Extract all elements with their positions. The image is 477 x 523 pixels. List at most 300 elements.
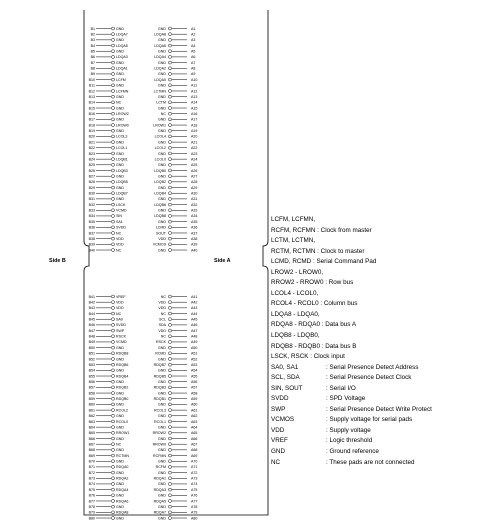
pin-number: B54 (88, 368, 95, 373)
legend-description: : Row bus (323, 279, 354, 287)
pin-number: B22 (88, 146, 95, 151)
pad-marker (112, 465, 115, 468)
pad-marker (112, 89, 115, 92)
pin-signal: GND (116, 504, 124, 509)
pin-signal: VCMD (116, 340, 127, 345)
pad-marker (112, 180, 115, 183)
pin-number: B55 (88, 374, 95, 379)
pin-number: A48 (191, 334, 198, 339)
pin-number: B76 (88, 493, 95, 498)
pad-marker (112, 33, 115, 36)
pad-marker (169, 323, 172, 326)
pin-number: B40 (88, 248, 95, 253)
pad-marker (169, 511, 172, 514)
pin-signal: GND (158, 83, 166, 88)
pad-marker (169, 414, 172, 417)
pin-number: B39 (88, 242, 95, 247)
pad-marker (112, 72, 115, 75)
pad-marker (169, 306, 172, 309)
pin-signal: RDQB7 (153, 362, 166, 367)
pin-signal: GND (116, 72, 124, 77)
pad-marker (112, 312, 115, 315)
pin-number: A47 (191, 328, 198, 333)
legend-term: LCFM, LCFMN, (271, 216, 316, 223)
legend-row (271, 320, 477, 331)
legend-row (271, 247, 477, 258)
pin-signal: GND (158, 219, 166, 224)
pad-marker (112, 482, 115, 485)
pin-signal: LDQA4 (154, 55, 166, 60)
pin-signal: GND (116, 470, 124, 475)
pad-marker (169, 318, 172, 321)
pin-number: A39 (191, 242, 198, 247)
pin-number: B80 (88, 516, 95, 521)
pin-number: B33 (88, 208, 95, 213)
legend-term: SWP (271, 405, 286, 413)
pin-signal: GND (116, 174, 124, 179)
pad-marker (112, 84, 115, 87)
pin-signal: NC (160, 334, 166, 339)
pin-number: A74 (191, 482, 198, 487)
pin-signal: RDQA1 (153, 476, 166, 481)
pin-number: B30 (88, 191, 95, 196)
pin-number: A40 (191, 248, 198, 253)
pin-number: A26 (191, 168, 198, 173)
pin-signal: LDQB4 (154, 191, 166, 196)
pad-marker (112, 494, 115, 497)
side-b-pins (89, 27, 130, 521)
pin-signal: RDQB1 (153, 397, 166, 402)
pad-marker (112, 67, 115, 70)
pin-number: A44 (191, 311, 198, 316)
pin-number: A46 (191, 323, 198, 328)
pin-signal: RDQB2 (116, 385, 129, 390)
pin-signal: GND (116, 49, 124, 54)
legend-term: LCMD, RCMD (271, 258, 312, 266)
pin-signal: LDQB6 (154, 202, 166, 207)
pin-number: B48 (88, 334, 95, 339)
pad-marker (112, 61, 115, 64)
pin-signal: RDQA7 (153, 510, 166, 515)
pin-signal: NC (116, 231, 122, 236)
pin-signal: GND (116, 448, 124, 453)
pin-number: B5 (90, 49, 95, 54)
pad-marker (112, 146, 115, 149)
side-a-pins (153, 27, 198, 521)
pin-number: B15 (88, 106, 95, 111)
legend-row (271, 373, 477, 384)
legend-row (271, 215, 477, 226)
pin-number: B38 (88, 236, 95, 241)
legend-term: LDQB8 - LDQB0, (271, 332, 320, 340)
pin-signal: RDQB8 (116, 351, 129, 356)
pad-marker (169, 141, 172, 144)
legend-row (271, 226, 477, 237)
pin-number: B21 (88, 140, 95, 145)
pad-marker (112, 369, 115, 372)
pin-number: A66 (191, 436, 198, 441)
pad-marker (169, 243, 172, 246)
legend-row (271, 458, 477, 469)
pad-marker (169, 375, 172, 378)
pad-marker (112, 409, 115, 412)
pad-marker (169, 44, 172, 47)
pin-number: B46 (88, 323, 95, 328)
pin-signal: VCMD (116, 208, 127, 213)
pin-signal: RDQA2 (116, 476, 129, 481)
pad-marker (112, 477, 115, 480)
pad-marker (169, 454, 172, 457)
legend-term: NC (271, 458, 281, 466)
pad-marker (112, 295, 115, 298)
pin-number: B13 (88, 94, 95, 99)
pad-marker (169, 152, 172, 155)
legend-row (271, 299, 477, 310)
pad-marker (169, 420, 172, 423)
pin-signal: SWP (116, 328, 125, 333)
pad-marker (112, 78, 115, 81)
pad-marker (169, 158, 172, 161)
pad-marker (169, 329, 172, 332)
pin-signal: GND (158, 448, 166, 453)
pin-signal: RDQA0 (116, 465, 129, 470)
pad-marker (112, 175, 115, 178)
pad-marker (169, 301, 172, 304)
pin-number: A38 (191, 236, 198, 241)
pad-marker (112, 192, 115, 195)
legend-description: : Serial Presence Detect Write Protect (326, 405, 432, 413)
pin-number: B44 (88, 311, 95, 316)
pin-number: A5 (191, 49, 196, 54)
pin-signal: RDQA4 (116, 487, 129, 492)
legend-row (271, 278, 477, 289)
pad-marker (112, 118, 115, 121)
legend-term: GND (271, 448, 285, 456)
pin-signal: RROW0 (152, 442, 166, 447)
pad-marker (169, 112, 172, 115)
pin-signal: NC (116, 311, 122, 316)
pin-signal: LDQA6 (154, 43, 166, 48)
pin-number: A65 (191, 431, 198, 436)
pin-signal: GND (116, 197, 124, 202)
legend-description: : SPD Voltage (326, 395, 366, 403)
pin-signal: GND (116, 391, 124, 396)
pad-marker (169, 380, 172, 383)
pin-signal: NC (116, 442, 122, 447)
legend-description: : Column bus (318, 300, 358, 308)
pin-number: A62 (191, 414, 198, 419)
pad-marker (112, 203, 115, 206)
pin-signal: GND (116, 38, 124, 43)
pin-number: A43 (191, 306, 198, 311)
pad-marker (169, 335, 172, 338)
pin-number: B8 (90, 66, 95, 71)
pad-marker (112, 135, 115, 138)
pin-number: B23 (88, 151, 95, 156)
pad-marker (169, 175, 172, 178)
pin-number: B65 (88, 431, 95, 436)
pin-number: B53 (88, 362, 95, 367)
pin-number: A11 (191, 83, 198, 88)
pad-marker (169, 220, 172, 223)
legend-term: LCTM, LCTMN, (271, 237, 316, 245)
pin-signal: GND (158, 380, 166, 384)
legend-row (271, 352, 477, 363)
pin-number: A8 (191, 66, 196, 71)
pin-signal: SOUT (156, 231, 166, 236)
pin-signal: SA0 (116, 317, 123, 322)
pin-signal: GND (158, 402, 166, 407)
pin-number: B26 (88, 168, 95, 173)
legend-term: LCOL4 - LCOL0, (271, 289, 319, 297)
pin-number: B51 (88, 351, 95, 356)
pin-signal: LDQB8 (154, 214, 166, 219)
pin-signal: LDQB7 (116, 191, 128, 196)
pin-number: A16 (191, 112, 198, 116)
pad-marker (112, 249, 115, 252)
legend-description: : Ground reference (326, 448, 379, 456)
pad-marker (112, 323, 115, 326)
pad-marker (169, 426, 172, 429)
pad-marker (112, 301, 115, 304)
pad-marker (112, 197, 115, 200)
pin-number: B49 (88, 340, 95, 345)
pad-marker (112, 426, 115, 429)
pad-marker (112, 397, 115, 400)
pad-marker (169, 488, 172, 491)
pin-signal: GND (158, 504, 166, 509)
legend-term: SVDD (271, 395, 289, 403)
pad-marker (169, 84, 172, 87)
pin-signal: LCTMN (153, 89, 166, 94)
pin-number: A17 (191, 117, 198, 122)
pin-signal: GND (158, 470, 166, 475)
legend-term: SCL, SDA (271, 374, 300, 382)
legend-description: : Serial Presence Detect Address (326, 363, 419, 371)
legend-description: : Clock input (308, 353, 345, 361)
pin-signal: GND (116, 402, 124, 407)
pin-number: A13 (191, 94, 198, 99)
pad-marker (112, 163, 115, 166)
pin-number: A31 (191, 197, 198, 202)
legend-row (271, 447, 477, 458)
pin-signal: RCOL0 (116, 419, 128, 424)
pad-marker (112, 499, 115, 502)
pin-signal: GND (116, 26, 124, 31)
pin-signal: GND (158, 248, 166, 253)
legend-row (271, 331, 477, 342)
pad-marker (112, 55, 115, 58)
pin-signal: GND (116, 482, 124, 487)
pad-marker (169, 55, 172, 58)
legend-term: RDQA8 - RDQA0 (271, 321, 320, 329)
legend-row (271, 257, 477, 268)
pin-number: B41 (88, 294, 95, 299)
pad-marker (169, 163, 172, 166)
pin-number: B10 (88, 77, 95, 82)
pin-number: A29 (191, 185, 198, 190)
pin-signal: VDD (158, 328, 166, 333)
pin-signal: GND (158, 72, 166, 77)
pin-signal: LCFMN (116, 89, 129, 94)
pin-number: A4 (191, 43, 196, 48)
pin-signal: RROW2 (152, 431, 166, 436)
pin-signal: LROW0 (116, 123, 129, 128)
pad-marker (112, 488, 115, 491)
pad-marker (169, 403, 172, 406)
pin-signal: LCOL2 (154, 146, 166, 151)
pin-number: A61 (191, 408, 198, 413)
pad-marker (112, 44, 115, 47)
pin-number: B27 (88, 174, 95, 179)
pin-signal: VREF (116, 294, 126, 299)
pin-number: B66 (88, 436, 95, 441)
pad-marker (112, 306, 115, 309)
pin-signal: LCOL0 (154, 157, 166, 162)
pin-number: A32 (191, 202, 198, 207)
pin-number: A28 (191, 180, 198, 185)
pin-signal: GND (158, 208, 166, 213)
pad-marker (112, 517, 115, 520)
pin-signal: VCMOS (152, 242, 166, 247)
pad-marker (112, 95, 115, 98)
legend-term: VCMOS (271, 416, 295, 424)
pin-signal: LDQA8 (154, 32, 166, 37)
pin-signal: GND (116, 516, 124, 521)
pin-number: B57 (88, 385, 95, 390)
legend-row (271, 436, 477, 447)
pin-signal: GND (116, 425, 124, 430)
pad-marker (169, 203, 172, 206)
pin-signal: NC (160, 311, 166, 316)
pin-number: B19 (88, 129, 95, 134)
pin-number: A68 (191, 448, 198, 453)
pad-marker (112, 375, 115, 378)
pin-number: A3 (191, 38, 196, 43)
pad-marker (169, 431, 172, 434)
pad-marker (169, 67, 172, 70)
pin-signal: SA1 (116, 219, 123, 224)
legend-term: LROW2 - LROW0, (271, 268, 324, 276)
pin-number: B12 (88, 89, 95, 94)
pin-number: A56 (191, 380, 198, 384)
pin-number: B71 (88, 465, 95, 470)
pin-number: A51 (191, 351, 198, 356)
pin-signal: GND (158, 414, 166, 419)
pin-signal: LDQA5 (116, 43, 128, 48)
pin-signal: LDQB3 (116, 168, 128, 173)
pin-number: A53 (191, 362, 198, 367)
pin-number: A33 (191, 208, 198, 213)
pad-marker (112, 141, 115, 144)
pad-marker (169, 363, 172, 366)
legend-description: : Serial Presence Detect Clock (326, 374, 412, 382)
pin-number: B58 (88, 391, 95, 396)
pin-signal: RDQB3 (153, 385, 166, 390)
pin-signal: RDQB0 (116, 397, 129, 402)
legend-row (271, 342, 477, 353)
pin-number: B67 (88, 442, 95, 447)
pin-signal: GND (116, 129, 124, 134)
pad-marker (169, 118, 172, 121)
pin-number: B52 (88, 357, 95, 362)
pin-number: A69 (191, 453, 198, 458)
legend-row (271, 363, 477, 374)
pad-marker (112, 124, 115, 127)
pin-number: B25 (88, 163, 95, 168)
pin-signal: GND (158, 174, 166, 179)
pin-number: A1 (191, 26, 196, 31)
pin-number: A21 (191, 140, 198, 145)
pin-signal: GND (158, 425, 166, 430)
pin-signal: GND (158, 163, 166, 168)
pad-marker (169, 482, 172, 485)
legend-description: : Supply voltage for serial pads (326, 416, 413, 424)
pad-marker (169, 386, 172, 389)
pin-number: B62 (88, 414, 95, 419)
pad-marker (112, 107, 115, 110)
pin-number: A72 (191, 470, 198, 475)
pad-marker (169, 101, 172, 104)
pad-marker (112, 443, 115, 446)
pin-number: A24 (191, 157, 198, 162)
signal-legend (271, 215, 477, 468)
pin-number: B72 (88, 470, 95, 475)
pin-number: B45 (88, 317, 95, 322)
pin-signal: GND (158, 391, 166, 396)
pin-signal: GND (158, 49, 166, 54)
pad-marker (112, 431, 115, 434)
legend-term: VREF (271, 437, 288, 445)
pad-marker (112, 27, 115, 30)
pin-signal: LDQA7 (116, 32, 128, 37)
pad-marker (112, 214, 115, 217)
pad-marker (169, 135, 172, 138)
pin-signal: SIN (116, 214, 122, 219)
pin-number: B74 (88, 482, 95, 487)
pad-marker (112, 352, 115, 355)
legend-row (271, 268, 477, 279)
pin-signal: SDA (158, 323, 166, 328)
pad-marker (112, 437, 115, 440)
pin-signal: RDQB4 (116, 374, 129, 379)
pin-number: B59 (88, 397, 95, 402)
legend-term: RCOL4 - RCOL0 (271, 300, 319, 308)
pad-marker (169, 357, 172, 360)
pad-marker (169, 499, 172, 502)
pin-signal: GND (158, 38, 166, 43)
pin-signal: GND (158, 436, 166, 441)
legend-row (271, 394, 477, 405)
pad-marker (169, 50, 172, 53)
pin-number: A73 (191, 476, 198, 481)
pin-signal: GND (158, 94, 166, 99)
pin-number: B61 (88, 408, 95, 413)
pin-signal: GND (116, 185, 124, 190)
pin-number: B31 (88, 197, 95, 202)
pad-marker (112, 505, 115, 508)
pad-marker (169, 78, 172, 81)
pin-signal: LCFM (116, 77, 126, 82)
pad-marker (112, 392, 115, 395)
pin-number: A54 (191, 368, 198, 373)
pad-marker (169, 397, 172, 400)
pin-number: A79 (191, 510, 198, 515)
pin-signal: LDQA0 (154, 77, 166, 82)
pad-marker (112, 231, 115, 234)
pin-number: B50 (88, 345, 95, 350)
pin-signal: GND (158, 482, 166, 487)
